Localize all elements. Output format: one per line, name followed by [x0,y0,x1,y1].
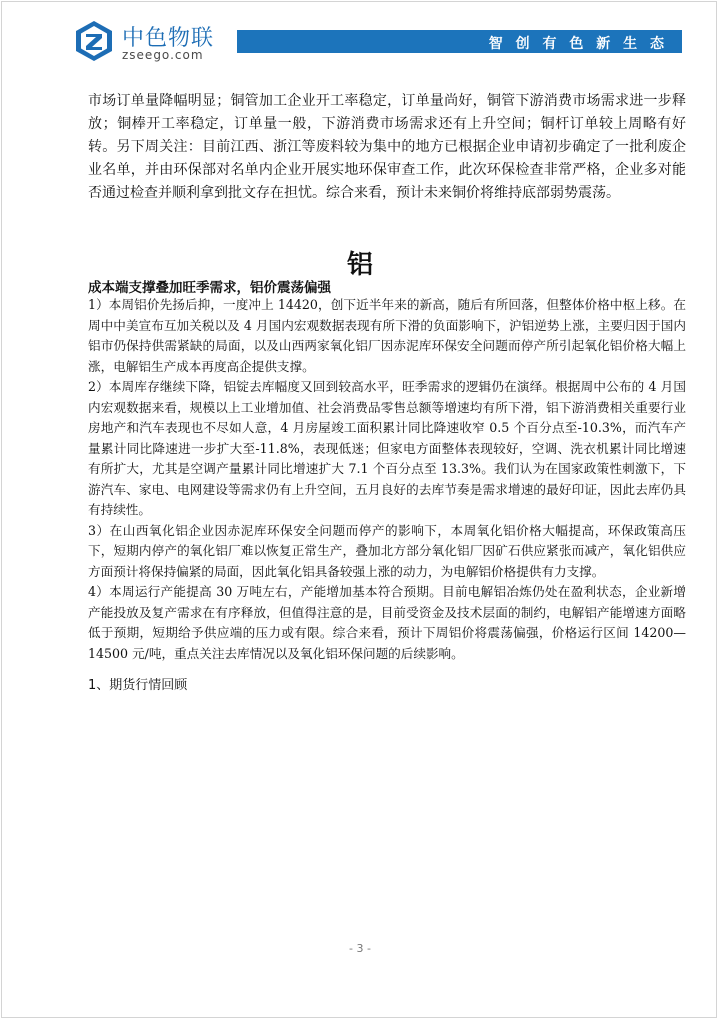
copper-continuation-block [88,90,686,205]
futures-review-heading: 1、期货行情回顾 [88,678,188,693]
page-number: - 3 - [349,942,371,955]
aluminum-paragraph-2: 2）本周库存继续下降，铝锭去库幅度又回到较高水平，旺季需求的逻辑仍在演绎。根据周中公布的 4 月国内宏观数据来看，规模以上工业增加值、社会消费品零售总额等增速均有所下滑，铝下游消费相关重要行业房地产和汽车表现也不尽如人意，4 月房屋竣工面积累计同比降速收窄 0.5 个百分点至-10.3%，而汽车产量累计同比降速进一步扩大至-11.8%，表现低迷；但家电方面整体表现较好，空调、洗衣机累计同比增速有所扩大，尤其是空调产量累计同比增速扩大 7.1 个百分点至 13.3%。我们认为在国家政策性刺激下，下游汽车、家电、电网建设等需求仍有上升空间，五月良好的去库节奏是需求增速的最好印证，因此去库仍具有持续性。 [88,379,686,517]
section-title-aluminum: 铝 [346,250,373,280]
logo-hexagon-icon [72,19,116,63]
logo-name: 中色物联 [122,26,215,51]
aluminum-paragraph-4: 4）本周运行产能提高 30 万吨左右，产能增加基本符合预期。目前电解铝冶炼仍处在盈利状态，企业新增产能投放及复产需求在有序释放，但值得注意的是，目前受资金及技术层面的制约，电解铝产能增速方面略低于预期，短期给予供应端的压力或有限。综合来看，预计下周铝价将震荡偏强，价格运行区间 14200—14500 元/吨，重点关注去库情况以及氧化铝环保问题的后续影响。 [88,584,686,661]
logo-url: zseego.com [122,48,204,62]
aluminum-subheading: 成本端支撑叠加旺季需求，铝价震荡偏强 [88,280,331,296]
header-slogan: 智 创 有 色 新 生 态 [488,36,668,52]
aluminum-body [88,295,686,664]
aluminum-paragraph-1: 1）本周铝价先扬后抑，一度冲上 14420，创下近半年来的新高，随后有所回落，但整体价格中枢上移。在周中中美宣布互加关税以及 4 月国内宏观数据表现有所下滑的负面影响下，沪铝逆势上涨，主要归因于国内铝市仍保持供需紧缺的局面，以及山西两家氧化铝厂因赤泥库环保安全问题而停产所引起氧化铝价格大幅上涨，电解铝生产成本再度高企提供支撑。 [88,297,686,374]
header-banner [237,30,682,53]
copper-continuation-paragraph: 市场订单量降幅明显；铜管加工企业开工率稳定，订单量尚好，铜管下游消费市场需求进一步释放；铜棒开工率稳定，订单量一般，下游消费市场需求还有上升空间；铜杆订单较上周略有好转。另下周关注：目前江西、浙江等废料较为集中的地方已根据企业申请初步确定了一批利废企业名单，并由环保部对名单内企业开展实地环保审查工作，此次环保检查非常严格，企业多对能否通过检查并顺利拿到批文存在担忧。综合来看，预计未来铜价将维持底部弱势震荡。 [88,93,686,201]
aluminum-paragraph-3: 3）在山西氧化铝企业因赤泥库环保安全问题而停产的影响下，本周氧化铝价格大幅提高，环保政策高压下，短期内停产的氧化铝厂难以恢复正常生产，叠加北方部分氧化铝厂因矿石供应紧张而减产，氧化铝供应方面预计将保持偏紧的局面，因此氧化铝具备较强上涨的动力，为电解铝价格提供有力支撑。 [88,522,686,579]
company-logo [72,17,222,65]
